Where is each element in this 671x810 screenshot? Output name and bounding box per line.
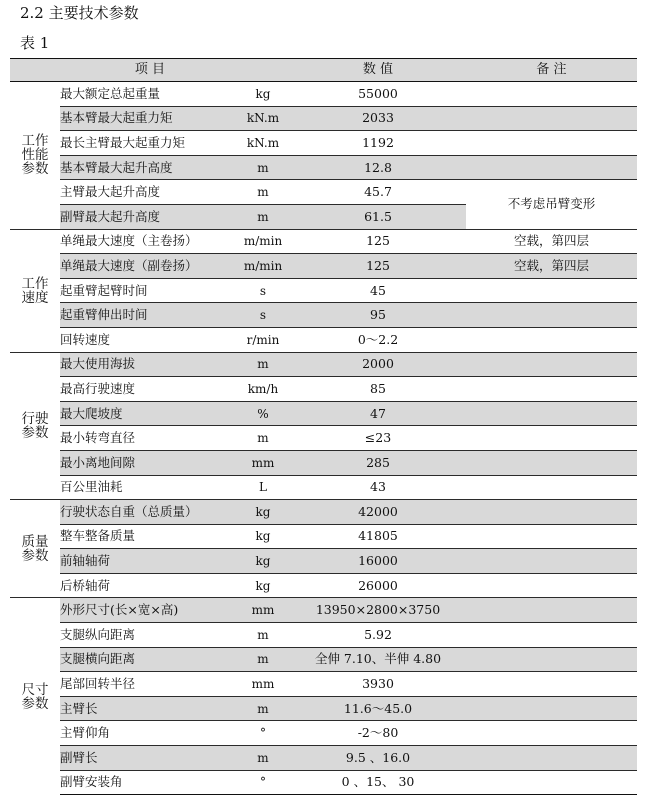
parameter-unit: mm xyxy=(236,450,290,475)
parameter-unit: kN.m xyxy=(236,106,290,131)
table-row xyxy=(10,82,637,107)
table-row xyxy=(10,721,637,746)
parameter-name: 主臂长 xyxy=(60,696,236,721)
parameter-name: 基本臂最大起升高度 xyxy=(60,155,236,180)
parameter-value: 0 、15、 30 xyxy=(290,770,466,795)
parameter-name: 副臂最大起升高度 xyxy=(60,204,236,229)
parameter-note xyxy=(466,106,637,131)
parameter-unit: s xyxy=(236,303,290,328)
group-label: 工作 性能 参数 xyxy=(10,82,60,230)
parameter-name: 支腿横向距离 xyxy=(60,647,236,672)
parameter-value: 285 xyxy=(290,450,466,475)
parameter-name: 尾部回转半径 xyxy=(60,672,236,697)
parameter-note xyxy=(466,450,637,475)
parameter-unit: kg xyxy=(236,573,290,598)
parameter-value: ≤23 xyxy=(290,426,466,451)
parameter-value: 0～2.2 xyxy=(290,327,466,352)
parameter-name: 整车整备质量 xyxy=(60,524,236,549)
parameter-value: 1192 xyxy=(290,131,466,156)
header-note: 备 注 xyxy=(466,59,637,82)
parameter-unit: m xyxy=(236,180,290,205)
table-row xyxy=(10,770,637,795)
parameter-unit: m/min xyxy=(236,254,290,279)
parameter-value: 42000 xyxy=(290,500,466,525)
parameter-name: 主臂仰角 xyxy=(60,721,236,746)
parameter-name: 最高行驶速度 xyxy=(60,377,236,402)
parameter-unit: ° xyxy=(236,770,290,795)
parameter-unit: kN.m xyxy=(236,131,290,156)
table-row xyxy=(10,450,637,475)
parameter-value: 26000 xyxy=(290,573,466,598)
parameter-unit: mm xyxy=(236,672,290,697)
parameter-note xyxy=(466,278,637,303)
table-row xyxy=(10,426,637,451)
parameter-unit: km/h xyxy=(236,377,290,402)
parameter-note xyxy=(466,573,637,598)
parameter-name: 起重臂起臂时间 xyxy=(60,278,236,303)
parameter-unit: m xyxy=(236,647,290,672)
parameter-note: 空载，第四层 xyxy=(466,254,637,279)
parameter-unit: m xyxy=(236,426,290,451)
parameter-unit: m xyxy=(236,746,290,771)
parameter-value: 47 xyxy=(290,401,466,426)
parameter-value: 55000 xyxy=(290,82,466,107)
parameter-value: 3930 xyxy=(290,672,466,697)
section-heading xyxy=(20,2,139,24)
parameter-note xyxy=(466,623,637,648)
parameter-value: 45.7 xyxy=(290,180,466,205)
parameter-note: 空载，第四层 xyxy=(466,229,637,254)
parameter-value: 全伸 7.10、半伸 4.80 xyxy=(290,647,466,672)
parameter-unit: % xyxy=(236,401,290,426)
parameter-value: 9.5 、16.0 xyxy=(290,746,466,771)
parameter-name: 支腿纵向距离 xyxy=(60,623,236,648)
parameter-value: 85 xyxy=(290,377,466,402)
group-label: 尺寸 参数 xyxy=(10,598,60,795)
table-row xyxy=(10,352,637,377)
header-value: 数 值 xyxy=(290,59,466,82)
parameter-name: 回转速度 xyxy=(60,327,236,352)
table-row xyxy=(10,131,637,156)
parameter-note xyxy=(466,131,637,156)
header-item: 项 目 xyxy=(10,59,290,82)
parameter-name: 单绳最大速度（副卷扬） xyxy=(60,254,236,279)
parameter-note xyxy=(466,401,637,426)
parameter-unit: kg xyxy=(236,524,290,549)
parameter-name: 副臂长 xyxy=(60,746,236,771)
table-row xyxy=(10,500,637,525)
parameter-value: 95 xyxy=(290,303,466,328)
parameter-unit: L xyxy=(236,475,290,500)
parameter-note xyxy=(466,770,637,795)
parameter-value: 16000 xyxy=(290,549,466,574)
parameter-note xyxy=(466,524,637,549)
parameter-unit: m xyxy=(236,155,290,180)
parameter-unit: m/min xyxy=(236,229,290,254)
parameter-value: 45 xyxy=(290,278,466,303)
table-row xyxy=(10,229,637,254)
table-row xyxy=(10,303,637,328)
parameter-name: 最大爬坡度 xyxy=(60,401,236,426)
table-body xyxy=(10,82,637,795)
parameter-note xyxy=(466,426,637,451)
parameter-note xyxy=(466,598,637,623)
table-row xyxy=(10,377,637,402)
table-row xyxy=(10,401,637,426)
parameter-value: 125 xyxy=(290,229,466,254)
table-row xyxy=(10,598,637,623)
parameter-unit: kg xyxy=(236,82,290,107)
table-row xyxy=(10,647,637,672)
group-label: 质量 参数 xyxy=(10,500,60,598)
group-label: 行驶 参数 xyxy=(10,352,60,500)
parameter-name: 外形尺寸(长×宽×高) xyxy=(60,598,236,623)
parameter-note xyxy=(466,721,637,746)
technical-parameters-table xyxy=(10,58,637,795)
table-row xyxy=(10,155,637,180)
parameter-name: 前轴轴荷 xyxy=(60,549,236,574)
table-row xyxy=(10,696,637,721)
parameter-name: 主臂最大起升高度 xyxy=(60,180,236,205)
parameter-note xyxy=(466,327,637,352)
parameter-value: 12.8 xyxy=(290,155,466,180)
parameter-value: 2000 xyxy=(290,352,466,377)
table-row xyxy=(10,180,637,205)
parameter-value: 43 xyxy=(290,475,466,500)
parameter-note xyxy=(466,377,637,402)
parameter-note xyxy=(466,352,637,377)
parameter-value: 41805 xyxy=(290,524,466,549)
table-row xyxy=(10,623,637,648)
parameter-note xyxy=(466,746,637,771)
parameter-name: 行驶状态自重（总质量） xyxy=(60,500,236,525)
parameter-value: 5.92 xyxy=(290,623,466,648)
table-header-row xyxy=(10,59,637,82)
parameter-unit: r/min xyxy=(236,327,290,352)
table-row xyxy=(10,549,637,574)
table-row xyxy=(10,746,637,771)
parameter-note xyxy=(466,647,637,672)
parameter-unit: ° xyxy=(236,721,290,746)
parameter-note xyxy=(466,549,637,574)
table-row xyxy=(10,573,637,598)
parameter-name: 后桥轴荷 xyxy=(60,573,236,598)
parameter-unit: m xyxy=(236,204,290,229)
parameter-name: 最长主臂最大起重力矩 xyxy=(60,131,236,156)
parameter-name: 百公里油耗 xyxy=(60,475,236,500)
parameter-value: 61.5 xyxy=(290,204,466,229)
parameter-name: 最小离地间隙 xyxy=(60,450,236,475)
parameter-unit: mm xyxy=(236,598,290,623)
table-row xyxy=(10,278,637,303)
table-row xyxy=(10,106,637,131)
parameter-name: 单绳最大速度（主卷扬） xyxy=(60,229,236,254)
parameter-unit: m xyxy=(236,696,290,721)
parameter-note xyxy=(466,303,637,328)
parameter-name: 副臂安装角 xyxy=(60,770,236,795)
table-row xyxy=(10,254,637,279)
parameter-unit: m xyxy=(236,623,290,648)
section-number: 2.2 xyxy=(20,4,44,22)
parameter-unit: kg xyxy=(236,500,290,525)
parameter-unit: s xyxy=(236,278,290,303)
parameter-note xyxy=(466,475,637,500)
parameter-note xyxy=(466,82,637,107)
section-title-text: 主要技术参数 xyxy=(48,4,139,22)
table-row xyxy=(10,524,637,549)
parameter-value: 11.6～45.0 xyxy=(290,696,466,721)
parameter-name: 最大使用海拔 xyxy=(60,352,236,377)
parameter-note xyxy=(466,500,637,525)
table-row xyxy=(10,475,637,500)
parameter-note xyxy=(466,672,637,697)
parameter-name: 基本臂最大起重力矩 xyxy=(60,106,236,131)
parameter-name: 起重臂伸出时间 xyxy=(60,303,236,328)
parameter-name: 最小转弯直径 xyxy=(60,426,236,451)
parameter-note xyxy=(466,155,637,180)
parameter-name: 最大额定总起重量 xyxy=(60,82,236,107)
table-caption: 表 1 xyxy=(20,34,50,52)
table-row xyxy=(10,327,637,352)
parameter-value: -2～80 xyxy=(290,721,466,746)
parameter-unit: m xyxy=(236,352,290,377)
parameter-value: 125 xyxy=(290,254,466,279)
group-label: 工作 速度 xyxy=(10,229,60,352)
parameter-unit: kg xyxy=(236,549,290,574)
table-row xyxy=(10,672,637,697)
parameter-value: 13950×2800×3750 xyxy=(290,598,466,623)
parameter-value: 2033 xyxy=(290,106,466,131)
parameter-note: 不考虑吊臂变形 xyxy=(466,180,637,229)
parameter-note xyxy=(466,696,637,721)
